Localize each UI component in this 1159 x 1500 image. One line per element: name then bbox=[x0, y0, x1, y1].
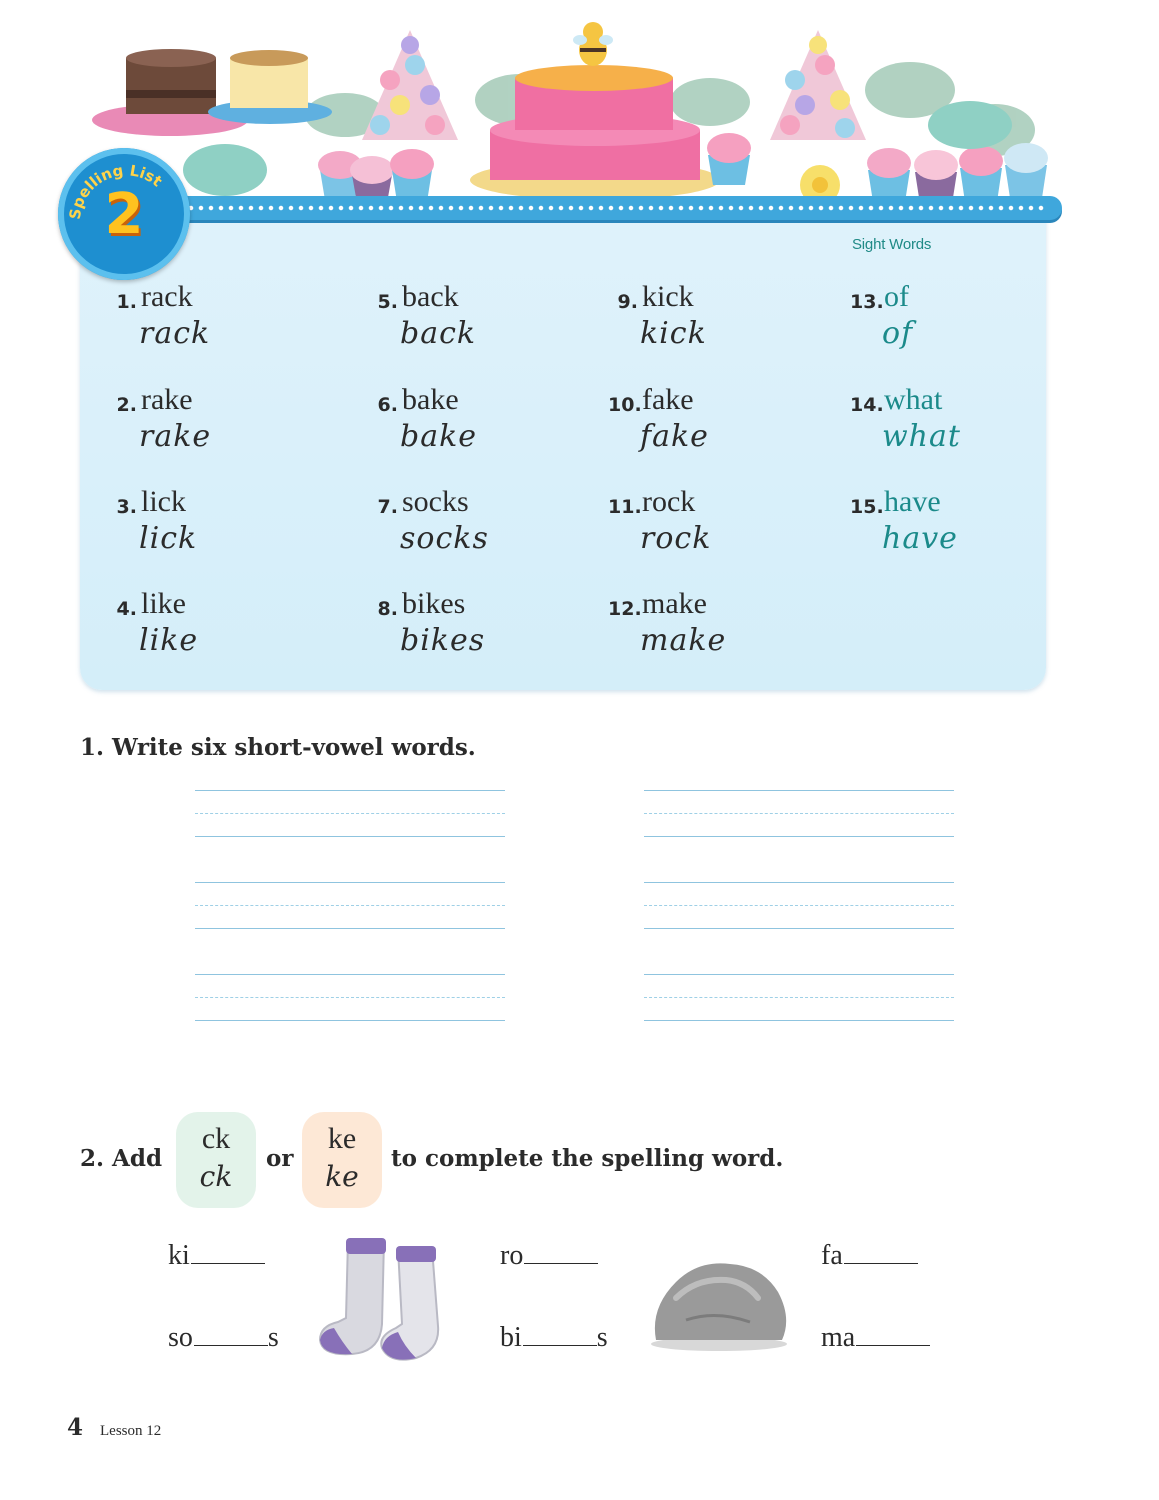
word-print: rake bbox=[141, 383, 193, 416]
word-print: bake bbox=[402, 383, 459, 416]
blank-line[interactable] bbox=[524, 1241, 598, 1264]
word-print: back bbox=[402, 280, 459, 313]
blank-prefix: fa bbox=[821, 1240, 843, 1271]
bee-icon bbox=[573, 22, 613, 66]
word-number: 5. bbox=[377, 291, 398, 313]
lesson-label: Lesson 12 bbox=[100, 1423, 162, 1439]
word-number: 15. bbox=[850, 496, 884, 518]
chip-print: ke bbox=[327, 1122, 357, 1155]
ke-chip bbox=[302, 1112, 382, 1208]
chip-cursive: ck bbox=[199, 1160, 233, 1193]
word-print: of bbox=[884, 280, 909, 313]
badge-title: Spelling List bbox=[65, 161, 166, 221]
fill-blank-bi[interactable] bbox=[500, 1322, 608, 1354]
page-number: 4 bbox=[67, 1414, 84, 1441]
word-cursive: fake bbox=[640, 419, 709, 454]
fill-blank-fa[interactable] bbox=[821, 1240, 918, 1272]
fill-blank-ki[interactable] bbox=[168, 1240, 265, 1272]
question-1-title: 1. Write six short-vowel words. bbox=[80, 734, 476, 761]
blank-line[interactable] bbox=[844, 1241, 918, 1264]
fill-blank-ma[interactable] bbox=[821, 1322, 930, 1354]
question-2-suffix: to complete the spelling word. bbox=[391, 1145, 784, 1172]
word-cursive: socks bbox=[400, 521, 489, 556]
rock-icon bbox=[646, 1258, 792, 1354]
word-number: 4. bbox=[116, 598, 137, 620]
word-number: 3. bbox=[116, 496, 137, 518]
word-cursive: bikes bbox=[400, 623, 486, 658]
word-number: 10. bbox=[608, 394, 642, 416]
blank-prefix: ma bbox=[821, 1322, 856, 1353]
blank-line[interactable] bbox=[194, 1323, 268, 1346]
word-number: 12. bbox=[608, 598, 642, 620]
rail-dots bbox=[176, 204, 1046, 212]
writing-line-5[interactable] bbox=[644, 882, 954, 928]
word-print: make bbox=[642, 587, 707, 620]
word-cursive: back bbox=[400, 316, 477, 351]
blank-prefix: so bbox=[168, 1322, 193, 1353]
blank-prefix: bi bbox=[500, 1322, 522, 1353]
word-print: rack bbox=[141, 280, 193, 313]
word-print: bikes bbox=[402, 587, 466, 620]
blank-line[interactable] bbox=[523, 1323, 597, 1346]
word-print: fake bbox=[642, 383, 694, 416]
chip-print: ck bbox=[201, 1122, 231, 1155]
word-print: socks bbox=[402, 485, 469, 518]
word-print: what bbox=[884, 383, 943, 416]
blank-line[interactable] bbox=[856, 1323, 930, 1346]
word-cursive: rake bbox=[139, 419, 212, 454]
word-cursive: make bbox=[640, 623, 727, 658]
word-print: rock bbox=[642, 485, 696, 518]
blank-prefix: ki bbox=[168, 1240, 190, 1271]
spelling-list-badge bbox=[58, 148, 190, 280]
question-2-or: or bbox=[266, 1145, 294, 1172]
badge-number: 2 bbox=[104, 182, 144, 247]
word-number: 8. bbox=[377, 598, 398, 620]
word-print: lick bbox=[141, 485, 186, 518]
word-number: 6. bbox=[377, 394, 398, 416]
bakery-header-illustration bbox=[90, 20, 1070, 220]
sight-words-label: Sight Words bbox=[852, 236, 932, 253]
word-cursive: kick bbox=[640, 316, 707, 351]
word-cursive: rock bbox=[640, 521, 712, 556]
word-number: 14. bbox=[850, 394, 884, 416]
blank-prefix: ro bbox=[500, 1240, 524, 1271]
word-number: 1. bbox=[116, 291, 137, 313]
writing-line-4[interactable] bbox=[644, 790, 954, 836]
word-number: 2. bbox=[116, 394, 137, 416]
ck-chip bbox=[176, 1112, 256, 1208]
word-number: 9. bbox=[617, 291, 638, 313]
word-cursive: like bbox=[139, 623, 199, 658]
socks-icon bbox=[312, 1232, 452, 1372]
word-cursive: what bbox=[882, 419, 961, 454]
writing-line-3[interactable] bbox=[195, 974, 505, 1020]
blank-suffix: s bbox=[596, 1322, 608, 1353]
fill-blank-so[interactable] bbox=[168, 1322, 279, 1354]
question-2-prefix: 2. Add bbox=[80, 1145, 163, 1172]
writing-line-1[interactable] bbox=[195, 790, 505, 836]
blank-line[interactable] bbox=[191, 1241, 265, 1264]
writing-line-6[interactable] bbox=[644, 974, 954, 1020]
chip-cursive: ke bbox=[325, 1160, 359, 1193]
word-print: kick bbox=[642, 280, 694, 313]
header-rail bbox=[150, 196, 1062, 220]
word-cursive: of bbox=[882, 316, 914, 351]
word-number: 13. bbox=[850, 291, 884, 313]
word-number: 11. bbox=[608, 496, 642, 518]
fill-blank-ro[interactable] bbox=[500, 1240, 598, 1272]
blank-suffix: s bbox=[267, 1322, 279, 1353]
word-cursive: have bbox=[882, 521, 958, 556]
word-cursive: rack bbox=[139, 316, 211, 351]
word-cursive: lick bbox=[139, 521, 198, 556]
word-print: have bbox=[884, 485, 941, 518]
word-number: 7. bbox=[377, 496, 398, 518]
writing-line-2[interactable] bbox=[195, 882, 505, 928]
word-cursive: bake bbox=[400, 419, 478, 454]
word-print: like bbox=[141, 587, 186, 620]
